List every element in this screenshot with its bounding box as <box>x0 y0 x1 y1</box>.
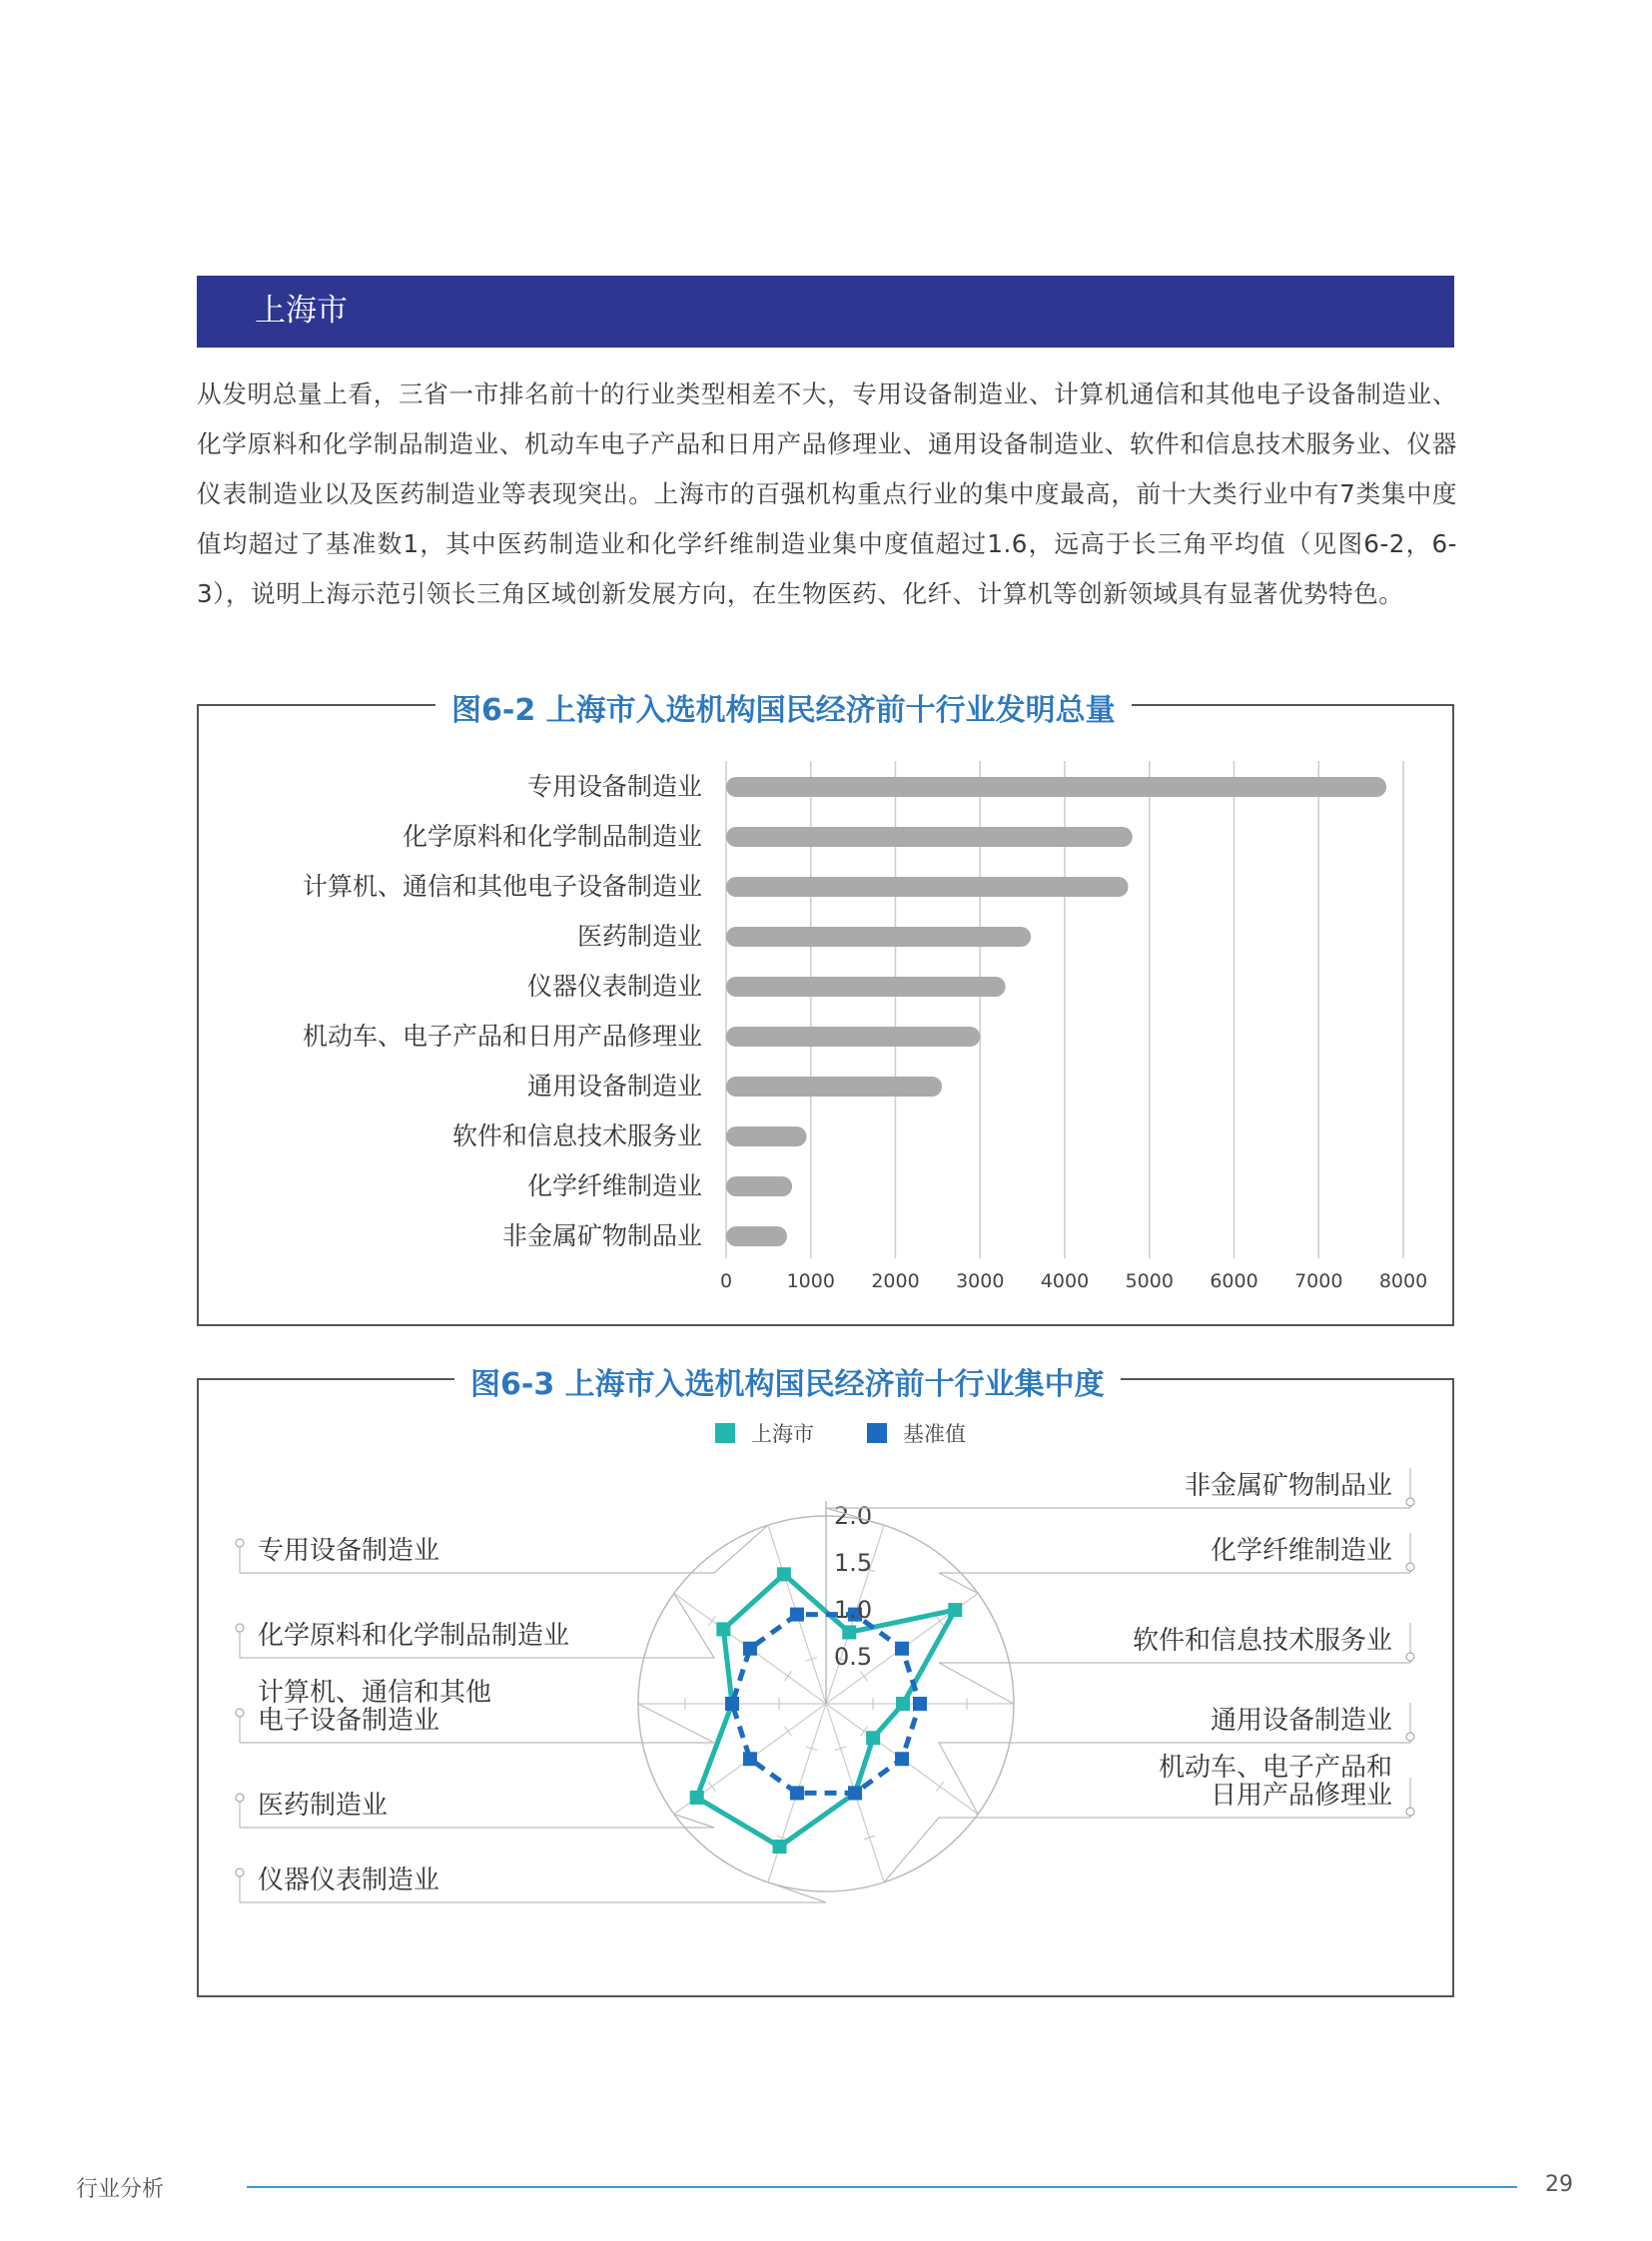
radar-callout-left-line: 医药制造业 <box>258 1791 389 1821</box>
radar-callout-right-line: 非金属矿物制品业 <box>1184 1471 1392 1501</box>
bar-category-label: 化学纤维制造业 <box>526 1171 702 1200</box>
radar-ring-tick-label: 2.0 <box>834 1502 873 1530</box>
radar-callout-left-line: 计算机、通信和其他 <box>258 1678 492 1708</box>
radar-callout-dot <box>236 1624 244 1632</box>
radar-callout-dot <box>1406 1563 1414 1571</box>
radar-callout-right-line: 软件和信息技术服务业 <box>1132 1626 1392 1656</box>
bar-x-tick-label: 4000 <box>1040 1270 1090 1292</box>
radar-spoke-tick <box>708 1782 715 1792</box>
radar-callout-left-line: 化学原料和化学制品制造业 <box>258 1621 570 1651</box>
bar-category-label: 非金属矿物制品业 <box>501 1221 702 1250</box>
bar-category-label: 机动车、电子产品和日用产品修理业 <box>302 1022 702 1051</box>
footer-section-label: 行业分析 <box>76 2177 165 2202</box>
radar-callout-left <box>258 1537 439 1565</box>
radar-callout-right <box>1211 1707 1392 1735</box>
radar-point-baseline <box>895 1752 909 1766</box>
radar-point-shanghai <box>716 1622 730 1636</box>
radar-ring-tick-label: 1.5 <box>834 1549 873 1577</box>
legend-label-shanghai: 上海市 <box>751 1422 814 1446</box>
radar-callout-right <box>1159 1754 1392 1810</box>
radar-spoke-tick <box>784 1672 791 1682</box>
radar-callout-dot <box>236 1539 244 1547</box>
radar-callout-right-line: 日用产品修理业 <box>1210 1781 1392 1811</box>
radar-point-shanghai <box>773 1840 787 1854</box>
bar-x-tick-label: 8000 <box>1378 1270 1428 1292</box>
radar-spoke-tick <box>708 1616 715 1626</box>
radar-spoke-tick <box>937 1616 944 1626</box>
radar-callout-left <box>258 1867 439 1894</box>
radar-callout-dot <box>236 1794 244 1802</box>
radar-point-shanghai <box>842 1625 856 1639</box>
radar-callout-leader <box>939 1663 1410 1704</box>
radar-callout-dot <box>1406 1733 1414 1741</box>
bar-x-tick-label: 7000 <box>1294 1270 1343 1292</box>
bar-x-tick-label: 3000 <box>956 1270 1005 1292</box>
page-number: 29 <box>1545 2172 1573 2197</box>
bar-category-label: 医药制造业 <box>576 922 702 951</box>
radar-callout-left <box>258 1792 388 1820</box>
radar-callout-left-line: 仪器仪表制造业 <box>258 1866 440 1895</box>
bar-x-tick-label: 6000 <box>1210 1270 1258 1292</box>
section-title: 上海市 <box>255 293 348 329</box>
radar-callout-leader <box>884 1818 1410 1882</box>
radar-spoke-tick <box>860 1672 867 1682</box>
radar-point-shanghai <box>896 1697 910 1711</box>
radar-callout-dot <box>1406 1808 1414 1816</box>
bar-category-label: 化学原料和化学制品制造业 <box>402 822 702 851</box>
radar-point-baseline <box>790 1608 804 1622</box>
radar-point-shanghai <box>948 1603 962 1617</box>
bar-category-label: 软件和信息技术服务业 <box>451 1121 702 1150</box>
figure-6-2-title: 图6-2 上海市入选机构国民经济前十行业发明总量 <box>435 685 1132 729</box>
bar-x-tick-label: 1000 <box>786 1270 835 1292</box>
radar-point-baseline <box>848 1786 862 1800</box>
radar-callout-right <box>1133 1627 1392 1655</box>
radar-callout-leader <box>939 1573 1410 1593</box>
bar-category-label: 专用设备制造业 <box>526 772 702 801</box>
bar-x-tick-label: 2000 <box>871 1270 920 1292</box>
radar-spoke-tick <box>937 1782 944 1792</box>
radar-callout-left <box>258 1679 491 1735</box>
footer-rule <box>247 2186 1517 2188</box>
figure-6-3-title: 图6-3 上海市入选机构国民经济前十行业集中度 <box>454 1359 1121 1403</box>
body-paragraph: 从发明总量上看，三省一市排名前十的行业类型相差不大，专用设备制造业、计算机通信和其他电子设备制造业、化学原料和化学制品制造业、机动车电子产品和日用产品修理业、通用设备制造业、软件和信息技术服务业、仪器仪表制造业以及医药制造业等表现突出。上海市的百强机构重点行业的集中度最高，前十大类行业中有7类集中度值均超过了基准数1，其中医药制造业和化学纤维制造业集中度值超过1.6，远高于长三角平均值（见图6-2，6-3），说明上海示范引领长三角区域创新发展方向，在生物医药、化纤、计算机等创新领域具有显著优势特色。 <box>197 379 1457 608</box>
radar-callout-right <box>1211 1537 1392 1565</box>
radar-point-baseline <box>790 1786 804 1800</box>
bar-x-tick-label: 5000 <box>1125 1270 1174 1292</box>
radar-callout-dot <box>236 1868 244 1876</box>
radar-callout-left-line: 电子设备制造业 <box>258 1706 440 1736</box>
radar-callout-right-line: 通用设备制造业 <box>1210 1706 1392 1736</box>
radar-callout-left-line: 专用设备制造业 <box>258 1536 440 1566</box>
radar-callout-dot <box>1406 1653 1414 1661</box>
bar-category-label: 计算机、通信和其他电子设备制造业 <box>302 872 702 901</box>
radar-point-baseline <box>913 1697 927 1711</box>
legend-label-baseline: 基准值 <box>903 1422 966 1446</box>
radar-point-baseline <box>725 1697 739 1711</box>
radar-point-shanghai <box>690 1791 704 1805</box>
radar-point-shanghai <box>866 1731 880 1745</box>
bar-x-tick-label: 0 <box>719 1270 733 1292</box>
radar-callout-leader <box>826 1508 1410 1525</box>
radar-point-baseline <box>743 1642 757 1656</box>
radar-spoke-tick <box>784 1727 791 1737</box>
radar-point-baseline <box>743 1752 757 1766</box>
bar-category-label: 仪器仪表制造业 <box>526 972 702 1001</box>
radar-callout-dot <box>236 1709 244 1717</box>
radar-callout-right-line: 机动车、电子产品和 <box>1158 1753 1392 1783</box>
radar-point-baseline <box>895 1642 909 1656</box>
radar-callout-left <box>258 1622 569 1650</box>
radar-ring-tick-label: 1.0 <box>834 1596 873 1624</box>
radar-callout-right <box>1185 1472 1392 1500</box>
radar-point-shanghai <box>777 1567 791 1581</box>
radar-callout-right-line: 化学纤维制造业 <box>1210 1536 1392 1566</box>
bar-category-label: 通用设备制造业 <box>526 1072 702 1101</box>
radar-callout-dot <box>1406 1498 1414 1506</box>
radar-ring-tick-label: 0.5 <box>834 1643 873 1671</box>
